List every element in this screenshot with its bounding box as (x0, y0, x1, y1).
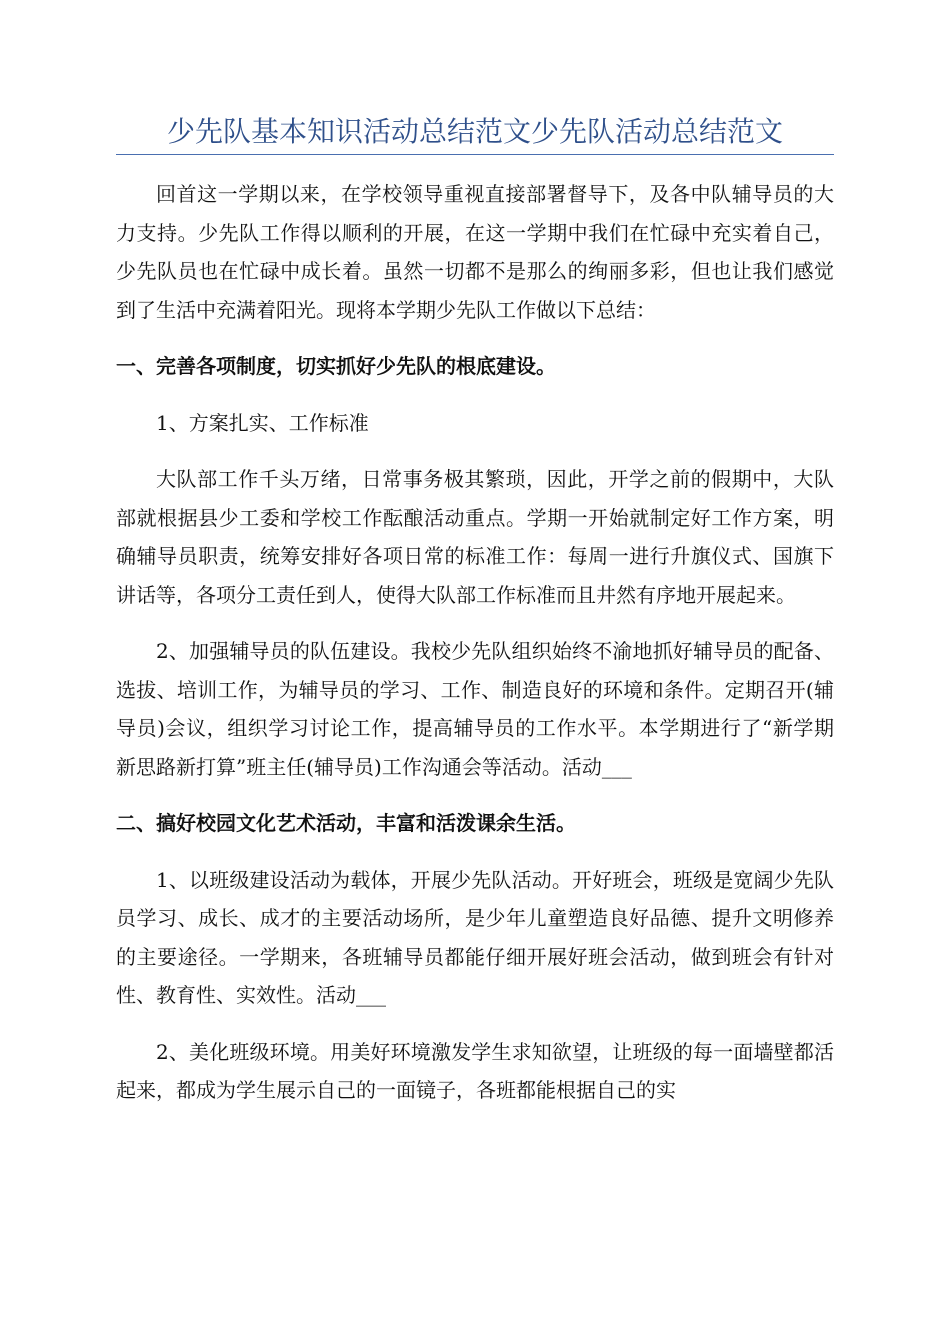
section-heading-1: 一、完善各项制度，切实抓好少先队的根底建设。 (116, 354, 556, 378)
body-paragraph: 1、以班级建设活动为载体，开展少先队活动。开好班会，班级是宽阔少先队员学习、成长、成才的主要活动场所，是少年儿童塑造良好品德、提升文明修养的主要途径。一学期来，各班辅导员都能仔细开展好班会活动，做到班会有针对性、教育性、实效性。活动___ (116, 867, 834, 1007)
title-underline (116, 154, 834, 155)
document-body (116, 175, 834, 1128)
body-paragraph: 2、美化班级环境。用美好环境激发学生求知欲望，让班级的每一面墙壁都活起来，都成为学生展示自己的一面镜子，各班都能根据自己的实 (116, 1039, 834, 1102)
section-heading-2: 二、搞好校园文化艺术活动，丰富和活泼课余生活。 (116, 811, 576, 835)
intro-paragraph: 回首这一学期以来，在学校领导重视直接部署督导下，及各中队辅导员的大力支持。少先队工作得以顺利的开展，在这一学期中我们在忙碌中充实着自己，少先队员也在忙碌中成长着。虽然一切都不是那么的绚丽多彩，但也让我们感觉到了生活中充满着阳光。现将本学期少先队工作做以下总结： (116, 182, 834, 322)
document-title: 少先队基本知识活动总结范文少先队活动总结范文 (166, 115, 783, 148)
subsection-1-1-heading: 1、方案扎实、工作标准 (156, 410, 369, 435)
body-paragraph: 大队部工作千头万绪，日常事务极其繁琐，因此，开学之前的假期中，大队部就根据县少工委和学校工作酝酿活动重点。学期一开始就制定好工作方案，明确辅导员职责，统筹安排好各项日常的标准工作：每周一进行升旗仪式、国旗下讲话等，各项分工责任到人，使得大队部工作标准而且井然有序地开展起来。 (116, 467, 834, 607)
body-paragraph: 2、加强辅导员的队伍建设。我校少先队组织始终不渝地抓好辅导员的配备、选拔、培训工作，为辅导员的学习、工作、制造良好的环境和条件。定期召开(辅导员)会议，组织学习讨论工作，提高辅导员的工作水平。本学期进行了“新学期新思路新打算”班主任(辅导员)工作沟通会等活动。活动___ (116, 639, 834, 779)
